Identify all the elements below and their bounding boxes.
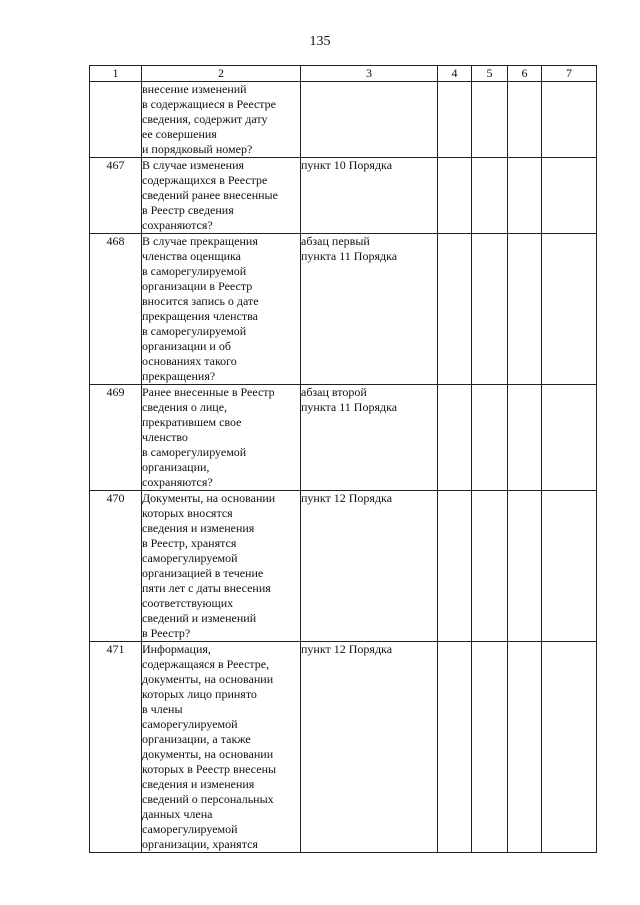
reference-line: абзац второй — [301, 385, 367, 399]
question-line: содержащаяся в Реестре, — [142, 657, 270, 671]
table-row — [90, 234, 597, 385]
row-number: 470 — [90, 491, 142, 642]
empty-cell-col-6 — [508, 82, 542, 158]
empty-cell-col-6 — [508, 385, 542, 491]
column-header: 4 — [438, 66, 472, 82]
question-line: прекращения членства — [142, 309, 259, 323]
row-number: 469 — [90, 385, 142, 491]
question-line: документы, на основании — [142, 672, 274, 686]
question-line: в члены — [142, 702, 183, 716]
empty-cell-col-5 — [472, 234, 508, 385]
question-line: сведения и изменения — [142, 777, 255, 791]
question-cell — [142, 82, 301, 158]
question-line: которых в Реестр внесены — [142, 762, 277, 776]
question-line: в Реестр? — [142, 626, 191, 640]
reference-cell — [301, 642, 438, 853]
reference-cell — [301, 82, 438, 158]
reference-line: пункта 11 Порядка — [301, 400, 398, 414]
empty-cell-col-6 — [508, 158, 542, 234]
question-line: которых лицо принято — [142, 687, 257, 701]
question-line: Ранее внесенные в Реестр — [142, 385, 275, 399]
reference-line: пункта 11 Порядка — [301, 249, 398, 263]
reference-line: пункт 12 Порядка — [301, 642, 393, 656]
column-header: 3 — [301, 66, 438, 82]
question-line: саморегулируемой — [142, 551, 238, 565]
table-row — [90, 642, 597, 853]
empty-cell-col-7 — [542, 491, 597, 642]
column-header: 6 — [508, 66, 542, 82]
question-line: в саморегулируемой — [142, 445, 247, 459]
row-number: 468 — [90, 234, 142, 385]
question-line: сведений и изменений — [142, 611, 257, 625]
question-line: в Реестр, хранятся — [142, 536, 237, 550]
column-header: 2 — [142, 66, 301, 82]
question-line: прекратившем свое — [142, 415, 242, 429]
empty-cell-col-7 — [542, 82, 597, 158]
empty-cell-col-6 — [508, 234, 542, 385]
header-row — [90, 66, 597, 82]
empty-cell-col-5 — [472, 82, 508, 158]
empty-cell-col-4 — [438, 234, 472, 385]
empty-cell-col-4 — [438, 491, 472, 642]
question-line: в содержащиеся в Реестре — [142, 97, 277, 111]
empty-cell-col-6 — [508, 491, 542, 642]
question-line: в саморегулируемой — [142, 324, 247, 338]
question-line: организации в Реестр — [142, 279, 253, 293]
question-line: в саморегулируемой — [142, 264, 247, 278]
question-cell — [142, 642, 301, 853]
table-row — [90, 491, 597, 642]
question-line: организации и об — [142, 339, 231, 353]
question-line: документы, на основании — [142, 747, 274, 761]
question-line: организации, а также — [142, 732, 251, 746]
question-line: и порядковый номер? — [142, 142, 253, 156]
reference-cell — [301, 385, 438, 491]
question-line: вносится запись о дате — [142, 294, 259, 308]
question-line: данных члена — [142, 807, 213, 821]
question-line: сведения, содержит дату — [142, 112, 268, 126]
question-line: Информация, — [142, 642, 211, 656]
empty-cell-col-5 — [472, 491, 508, 642]
table-row — [90, 385, 597, 491]
reference-line: абзац первый — [301, 234, 370, 248]
question-cell — [142, 158, 301, 234]
reference-line: пункт 10 Порядка — [301, 158, 393, 172]
question-line: сохраняются? — [142, 475, 213, 489]
empty-cell-col-4 — [438, 642, 472, 853]
empty-cell-col-7 — [542, 642, 597, 853]
empty-cell-col-7 — [542, 158, 597, 234]
question-line: сведения и изменения — [142, 521, 255, 535]
question-line: ее совершения — [142, 127, 217, 141]
question-line: организации, — [142, 460, 210, 474]
question-line: внесение изменений — [142, 82, 247, 96]
question-line: Документы, на основании — [142, 491, 276, 505]
empty-cell-col-5 — [472, 158, 508, 234]
question-cell — [142, 491, 301, 642]
question-line: саморегулируемой — [142, 717, 238, 731]
question-line: В случае изменения — [142, 158, 245, 172]
row-number: 467 — [90, 158, 142, 234]
question-line: сведения о лице, — [142, 400, 228, 414]
question-line: организации, хранятся — [142, 837, 258, 851]
question-line: организацией в течение — [142, 566, 264, 580]
reference-cell — [301, 158, 438, 234]
table-row — [90, 158, 597, 234]
question-line: которых вносятся — [142, 506, 233, 520]
checklist-table — [89, 65, 597, 853]
question-line: прекращения? — [142, 369, 216, 383]
reference-cell — [301, 491, 438, 642]
question-line: сохраняются? — [142, 218, 213, 232]
question-cell — [142, 385, 301, 491]
question-line: соответствующих — [142, 596, 234, 610]
page-number: 135 — [309, 34, 331, 49]
question-line: пяти лет с даты внесения — [142, 581, 271, 595]
empty-cell-col-4 — [438, 158, 472, 234]
question-line: сведений о персональных — [142, 792, 274, 806]
question-line: В случае прекращения — [142, 234, 258, 248]
question-line: содержащихся в Реестре — [142, 173, 268, 187]
empty-cell-col-4 — [438, 82, 472, 158]
table-row — [90, 82, 597, 158]
question-cell — [142, 234, 301, 385]
column-header: 5 — [472, 66, 508, 82]
empty-cell-col-4 — [438, 385, 472, 491]
question-line: сведений ранее внесенные — [142, 188, 278, 202]
empty-cell-col-5 — [472, 642, 508, 853]
reference-line: пункт 12 Порядка — [301, 491, 393, 505]
column-header: 7 — [542, 66, 597, 82]
empty-cell-col-5 — [472, 385, 508, 491]
reference-cell — [301, 234, 438, 385]
empty-cell-col-7 — [542, 234, 597, 385]
question-line: саморегулируемой — [142, 822, 238, 836]
question-line: в Реестр сведения — [142, 203, 234, 217]
empty-cell-col-6 — [508, 642, 542, 853]
empty-cell-col-7 — [542, 385, 597, 491]
question-line: основаниях такого — [142, 354, 237, 368]
column-header: 1 — [90, 66, 142, 82]
question-line: членство — [142, 430, 188, 444]
row-number: 471 — [90, 642, 142, 853]
question-line: членства оценщика — [142, 249, 241, 263]
row-number — [90, 82, 142, 158]
